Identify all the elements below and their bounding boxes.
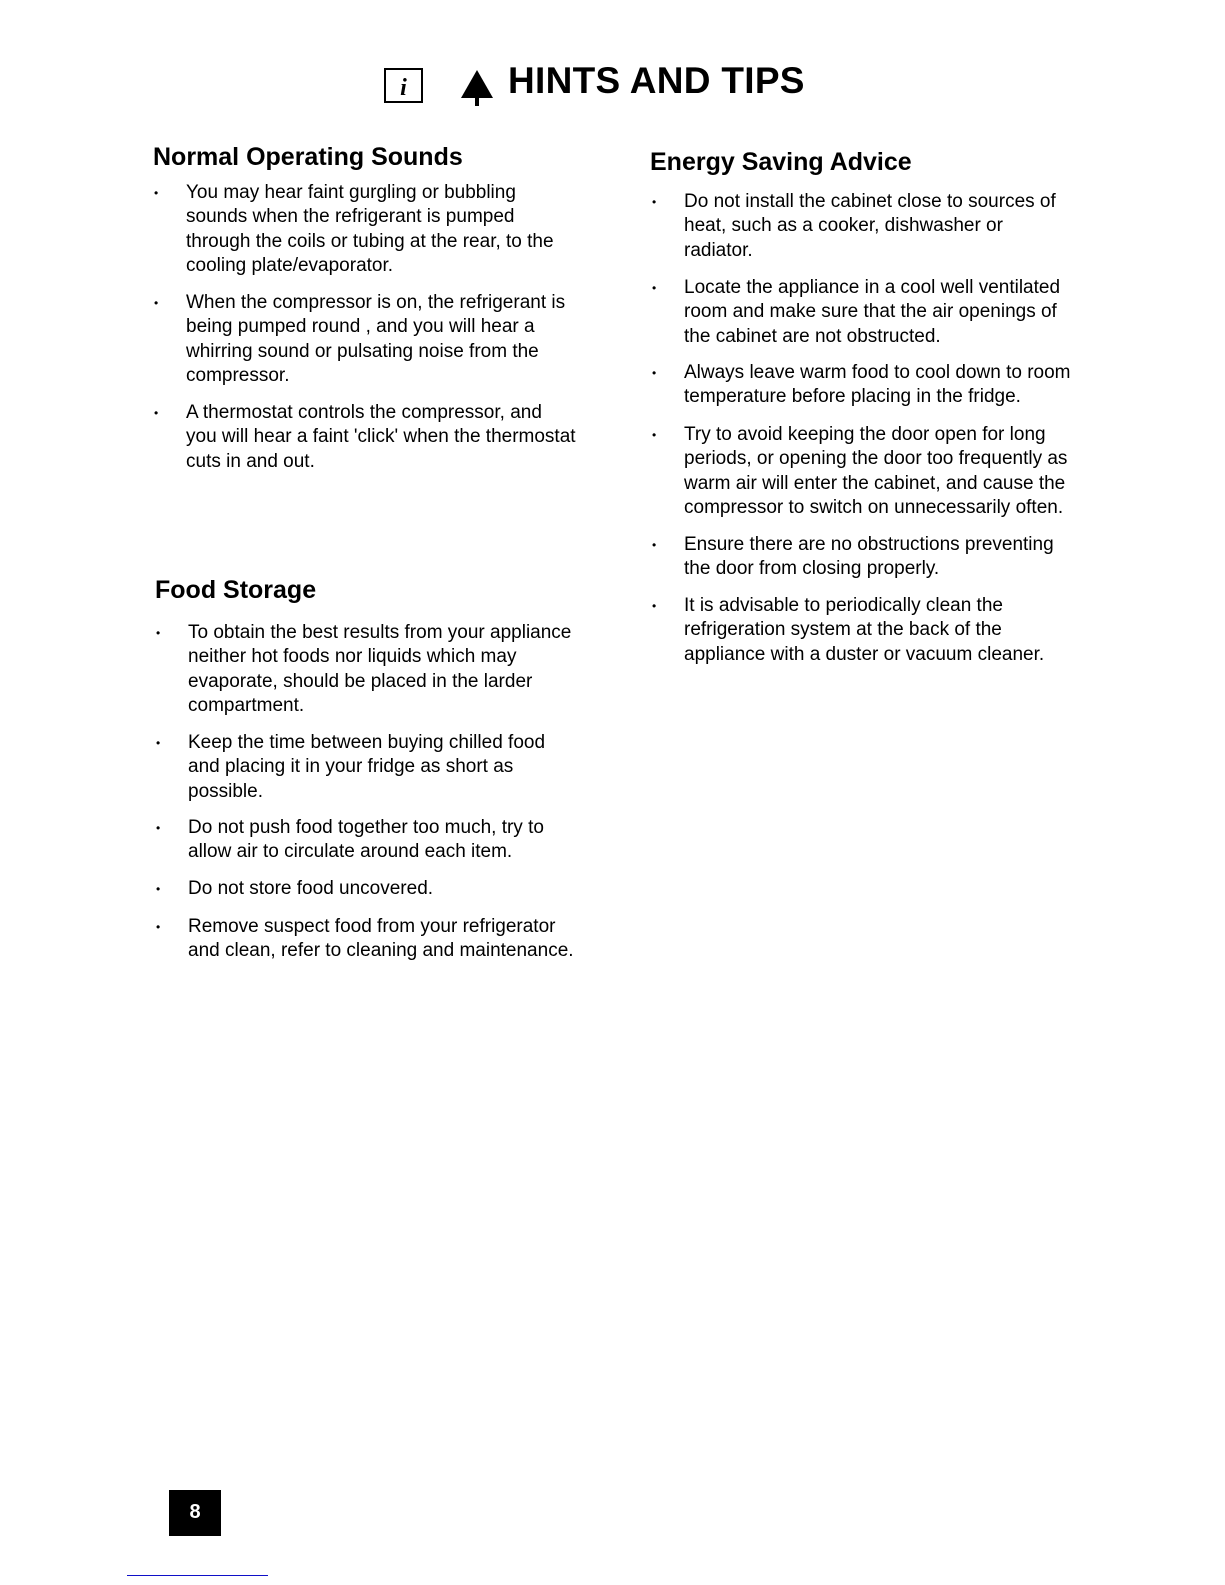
list-item-line: being pumped round , and you will hear a: [186, 316, 535, 338]
bullet-icon: •: [156, 920, 161, 934]
tree-icon: [460, 68, 494, 106]
bullet-icon: •: [156, 821, 161, 835]
list-item-line: compressor to switch on unnecessarily often.: [684, 496, 1064, 518]
list-item: [652, 423, 1068, 520]
list-item-line: cooling plate/evaporator.: [186, 254, 394, 276]
list-item-line: When the compressor is on, the refrigerant is: [186, 292, 566, 313]
list-item-line: warm air will enter the cabinet, and cause the: [684, 472, 1066, 494]
list-item-line: Remove suspect food from your refrigerator: [188, 916, 556, 937]
list-item-line: the door from closing properly.: [684, 558, 940, 580]
bullet-icon: •: [156, 882, 161, 896]
list-item-line: compartment.: [188, 694, 305, 716]
list-item: [154, 291, 566, 388]
list-item-line: To obtain the best results from your appliance: [188, 622, 572, 643]
list-item: [156, 915, 574, 964]
list-item-line: room and make sure that the air openings of: [684, 301, 1057, 323]
bullet-icon: •: [652, 366, 657, 380]
list-item: [652, 276, 1061, 349]
list-item-line: A thermostat controls the compressor, and: [186, 402, 542, 423]
list-item: [156, 621, 572, 718]
list-item-line: Keep the time between buying chilled food: [188, 732, 546, 753]
list-item-line: sounds when the refrigerant is pumped: [186, 206, 515, 228]
list-item-line: you will hear a faint 'click' when the thermostat: [186, 426, 576, 448]
list-item: [156, 877, 434, 901]
footer-rule: [127, 1575, 268, 1576]
list-item-line: It is advisable to periodically clean the: [684, 595, 1003, 616]
list-item-line: through the coils or tubing at the rear, to the: [186, 230, 554, 252]
bullet-icon: •: [652, 195, 657, 209]
bullet-icon: •: [652, 281, 657, 295]
list-item: [156, 731, 546, 804]
list-item: [652, 361, 1071, 410]
bullet-icon: •: [154, 296, 159, 310]
list-item-line: periods, or opening the door too frequently as: [684, 448, 1068, 470]
page-number: 8: [169, 1490, 221, 1536]
list-item-line: and clean, refer to cleaning and maintenance.: [188, 940, 574, 962]
page-title: HINTS AND TIPS: [508, 60, 805, 101]
section-heading-energy: Energy Saving Advice: [650, 148, 912, 176]
bullet-icon: •: [156, 626, 161, 640]
list-item: [154, 401, 576, 474]
list-item-line: cuts in and out.: [186, 450, 315, 472]
list-item-line: radiator.: [684, 239, 753, 261]
list-item-line: the cabinet are not obstructed.: [684, 325, 941, 347]
list-item-line: and placing it in your fridge as short as: [188, 756, 514, 778]
list-item: [652, 594, 1045, 667]
list-item-line: refrigeration system at the back of the: [684, 619, 1002, 641]
section-heading-food: Food Storage: [155, 576, 317, 604]
bullet-icon: •: [652, 538, 657, 552]
list-item-line: compressor.: [186, 364, 290, 386]
list-item-line: You may hear faint gurgling or bubbling: [186, 182, 516, 203]
list-item: [154, 181, 554, 278]
list-item: [156, 816, 544, 865]
bullet-icon: •: [156, 736, 161, 750]
list-item-line: Do not push food together too much, try to: [188, 817, 544, 838]
list-item-line: allow air to circulate around each item.: [188, 841, 513, 863]
list-item-line: possible.: [188, 780, 263, 802]
list-item-line: Always leave warm food to cool down to room: [684, 362, 1071, 383]
list-item-line: Do not store food uncovered.: [188, 878, 434, 899]
list-item-line: Try to avoid keeping the door open for long: [684, 424, 1046, 445]
section-heading-sounds: Normal Operating Sounds: [153, 143, 463, 171]
list-item-line: heat, such as a cooker, dishwasher or: [684, 215, 1003, 237]
bullet-icon: •: [652, 428, 657, 442]
bullet-icon: •: [154, 406, 159, 420]
list-item-line: evaporate, should be placed in the larder: [188, 670, 533, 692]
list-item-line: Locate the appliance in a cool well ventilated: [684, 277, 1061, 298]
list-item: [652, 190, 1056, 263]
list-item-line: neither hot foods nor liquids which may: [188, 646, 517, 668]
info-icon: i: [384, 68, 423, 103]
list-item-line: appliance with a duster or vacuum cleaner.: [684, 643, 1045, 665]
list-item-line: Ensure there are no obstructions preventing: [684, 534, 1054, 555]
list-item-line: whirring sound or pulsating noise from the: [186, 340, 539, 362]
list-item-line: temperature before placing in the fridge.: [684, 386, 1021, 408]
bullet-icon: •: [154, 186, 159, 200]
list-item: [652, 533, 1054, 582]
list-item-line: Do not install the cabinet close to sources of: [684, 191, 1056, 212]
bullet-icon: •: [652, 599, 657, 613]
